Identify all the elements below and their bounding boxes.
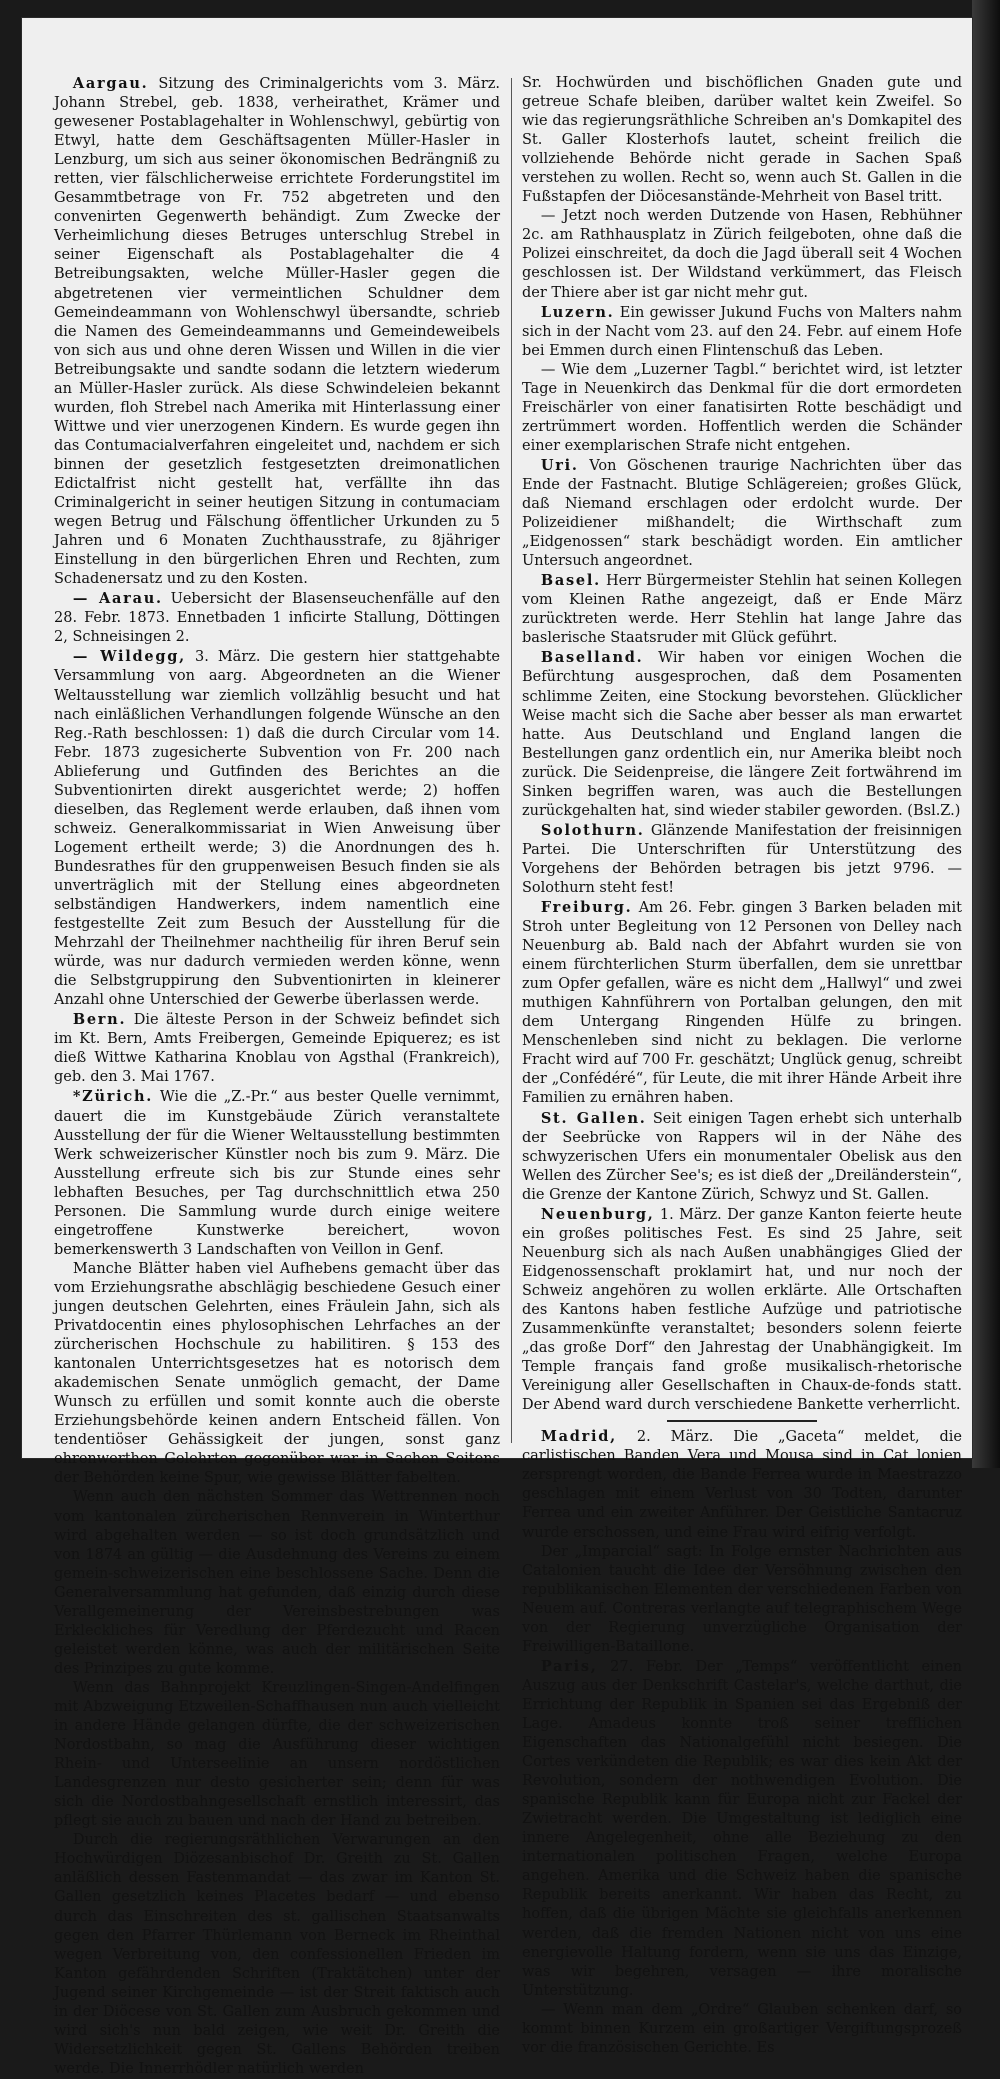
dateline: *Zürich.	[72, 1088, 154, 1106]
article-paragraph	[522, 1657, 962, 2001]
column-rule	[511, 78, 512, 1443]
dateline: — Aarau.	[72, 590, 163, 608]
article-text: 1. März. Der ganze Kanton feierte heute ein großes politisches Fest. Es sind 25 Jahre, seit Neuenburg sich als nach Außen unabhängiges Glied der Eidgenossenschaft proklamirt hat, und nur noch der Schweiz angehören zu wollen erklärte. Alle Ortschaften des Kantons haben festliche Aufzüge und patriotische Zusammenkünfte veranstaltet; besonders solenn feierte „das große Dorf“ den Jahrestag der Unabhängigkeit. Im Temple français fand große musikalisch-rhetorische Vereinigung aller Gesellschaften in Chaux-de-fonds statt. Der Abend ward durch verschiedene Bankette verherrlicht.	[522, 1206, 963, 1414]
right-column	[522, 74, 963, 2056]
article-text: Von Göschenen traurige Nachrichten über das Ende der Fastnacht. Blutige Schlägereien; großes Glück, daß Niemand erschlagen oder erdolcht wurde. Der Polizeidiener mißhandelt; die Wirthschaft zum „Eidgenossen“ stark beschädigt worden. Ein amtlicher Untersuch angeordnet.	[522, 457, 962, 570]
article-paragraph	[522, 207, 962, 302]
article-paragraph	[54, 1260, 500, 1489]
article-text: 2. März. Die „Gaceta“ meldet, die carlistischen Banden Vera und Mousa sind in Cat lonien zersprengt worden, die Bande Ferrea wurde in Maestrazzo geschlagen mit einem Verlust von 30 Todten, darunter Ferrea und ein zweiter Anführer. Der Geistliche Santacruz wurde erschossen, und eine Frau wird eifrig verfolgt.	[522, 1429, 962, 1541]
dateline: Baselland.	[540, 649, 644, 667]
article-text: Seit einigen Tagen erhebt sich unterhalb der Seebrücke von Rappers wil in der Nähe des schwyzerischen Ufers ein monumentaler Obelisk aus den Wellen des Zürcher See's; es ist dieß der „Dreiländerstein“, die Grenze der Kantone Zürich, Schwyz und St. Gallen.	[522, 1110, 962, 1203]
article-text: — Jetzt noch werden Dutzende von Hasen, Rebhühner 2c. am Rathhausplatz in Zürich feilgeboten, ohne daß die Polizei einschreitet, da doch die Jagd überall seit 4 Wochen geschlossen ist. Der Wildstand verkümmert, das Fleisch der Thiere aber ist gar nicht mehr gut.	[522, 208, 962, 301]
article-paragraph	[522, 571, 962, 648]
article-paragraph	[522, 821, 962, 898]
article-paragraph	[54, 647, 500, 1010]
article-text: Ein gewisser Jukund Fuchs von Malters nahm sich in der Nacht vom 23. auf den 24. Febr. auf einem Hofe bei Emmen durch einen Flintenschuß das Leben.	[522, 304, 963, 359]
article-text: Der „Imparcial“ sagt: In Folge ernster Nachrichten aus Catalonien taucht die Idee der Versöhnung zwischen den republikanischen Elementen der verschiedenen Farben von Neuem auf. Contreras verlangte auf telegraphischem Wege von der Regierung unverzügliche Organisation der Freiwilligen-Bataillone.	[522, 1543, 962, 1655]
dateline: St. Gallen.	[540, 1109, 647, 1127]
article-text: 27. Febr. Der „Temps“ veröffentlicht einen Auszug aus der Denkschrift Castelar's, welche darthut, die Errichtung der Republik in Spanien sei das Ergebniß der Lage. Amadeus konnte troß seiner trefflichen Eigenschaften das Nationalgefühl nicht besiegen. Die Cortes verkündeten die Republik; es war dies kein Akt der Revolution, sondern der nothwendigen Evolution. Die spanische Republik kann für Europa nicht zur Fackel der Zwietracht werden. Die Umgestaltung ist lediglich eine innere Angelegenheit, ohne alle Beziehung zu den internationalen politischen Fragen, welche Europa angehen. Amerika und die Schweiz haben die spanische Republik bereits anerkannt. Wir haben das Recht, zu hoffen, daß die übrigen Mächte sie gleichfalls anerkennen werden, daß die fremden Nationen nicht von uns eine energievolle Haltung fordern, wenn sie uns das Einzige, was wir begehren, versagen — ihre moralische Unterstützung.	[522, 1658, 962, 1999]
dateline: Paris,	[540, 1657, 598, 1675]
dateline: Uri.	[540, 456, 579, 474]
article-paragraph	[522, 1427, 962, 1542]
article-paragraph	[522, 303, 962, 361]
article-text: Wir haben vor einigen Wochen die Befürchtung ausgesprochen, daß dem Posamenten schlimme Zeiten, eine Stockung bevorstehen. Glücklicher Weise macht sich die Sache aber besser als man erwartet hatte. Aus Deutschland und England langen die Bestellungen ganz ordentlich ein, nur Amerika bleibt noch zurück. Die Seidenpreise, die längere Zeit fortwährend im Sinken begriffen waren, was auch die Bestellungen zurückgehalten hat, sind wieder stabiler geworden. (Bsl.Z.)	[522, 650, 962, 819]
article-paragraph	[54, 1679, 500, 1831]
article-paragraph	[522, 898, 962, 1109]
article-text: Sitzung des Criminalgerichts vom 3. März. Johann Strebel, geb. 1838, verheirathet, Krämer und gewesener Postablagehalter in Wohlenschwyl, gebürtig von Etwyl, hatte dem Geschäftsagenten Müller-Hasler in Lenzburg, um sich aus seiner ökonomischen Bedrängniß zu retten, vier fälschlicherweise errichtete Forderungstitel im Gesammtbetrage von Fr. 752 abgetreten und den convenirten Gegenwerth behändigt. Zum Zwecke der Verheimlichung dieses Betruges unterschlug Strebel in seiner Eigenschaft als Postablagehalter die 4 Betreibungsakten, welche Müller-Hasler gegen die abgetretenen vier vermeintlichen Schuldner dem Gemeindeammann von Wohlenschwyl übersandte, schrieb die Namen des Gemeindeammanns und Gemeindeweibels von sich aus und ohne deren Wissen und Willen in die vier Betreibungsakte und sandte sodann die letztern wiederum an Müller-Hasler zurück. Als diese Schwindeleien bekannt wurden, floh Strebel nach Amerika mit Hinterlassung einer Wittwe und vier unerzogenen Kindern. Es wurde gegen ihn das Contumacialverfahren eingeleitet und, nachdem er sich binnen der gesetzlich festgesetzten dreimonatlichen Edictalfrist nicht gestellt hat, verfällte ihn das Criminalgericht in seiner heutigen Sitzung in contumaciam wegen Betrug und Fälschung öffentlicher Urkunden zu 5 Jahren und 6 Monaten Zuchthausstrafe, zu 8jähriger Einstellung in den bürgerlichen Ehren und Rechten, zum Schadenersatz und zu den Kosten.	[54, 76, 500, 588]
article-paragraph	[522, 1109, 962, 1205]
article-text: Herr Bürgermeister Stehlin hat seinen Kollegen vom Kleinen Rathe angezeigt, daß er Ende März zurücktreten werde. Herr Stehlin hat lange Jahre das baslerische Staatsruder mit Glück geführt.	[522, 573, 963, 647]
article-text: Wie die „Z.-Pr.“ aus bester Quelle vernimmt, dauert die im Kunstgebäude Zürich veranstaltete Ausstellung der für die Wiener Weltausstellung bestimmten Werk schweizerischer Künstler noch bis zum 9. März. Die Ausstellung erfreute sich bis zur Stunde eines sehr lebhaften Besuches, per Tag durchschnittlich etwa 250 Personen. Die Sammlung wurde durch einige weitere eingetroffene Kunstwerke bereichert, wovon bemerkenswerth 3 Landschaften von Veillon in Genf.	[54, 1089, 501, 1258]
left-column	[54, 74, 501, 2077]
dateline: Aargau.	[72, 75, 149, 92]
article-paragraph	[522, 361, 962, 456]
article-paragraph	[54, 1831, 500, 2079]
section-separator	[667, 1420, 817, 1422]
dateline: Neuenburg,	[540, 1205, 655, 1223]
article-paragraph	[522, 74, 962, 207]
article-paragraph	[54, 589, 500, 647]
article-text: Wenn das Bahnprojekt Kreuzlingen-Singen-Andelfingen mit Abzweigung Etzweilen-Schaffhausen nun auch vielleicht in andere Hände gelangen dürfte, die der schweizerischen Nordostbahn, so mag die Ausführung dieser wichtigen Rhein- und Unterseelinie an unsern nordöstlichen Landesgrenzen nur desto gesicherter sein; denn für was sich die Nordostbahngesellschaft ernstlich interessirt, das pflegt sie auch zu bauen und nach der Hand zu betreiben.	[54, 1679, 500, 1830]
dateline: Basel.	[540, 572, 601, 590]
article-text: Glänzende Manifestation der freisinnigen Partei. Die Unterschriften für Unterstützung des Vorgehens der Behörden betragen bis jetzt 9796. — Solothurn steht fest!	[522, 822, 962, 896]
article-paragraph	[522, 1543, 962, 1657]
article-text: Sr. Hochwürden und bischöflichen Gnaden gute und getreue Schafe bleiben, darüber waltet kein Zweifel. So wie das regierungsräthliche Schreiben an's Domkapitel des St. Galler Klosterhofs lautet, scheint freilich die vollziehende Behörde nicht gerade in Sachen Spaß verstehen zu wollen. Recht so, wenn auch St. Gallen in die Fußstapfen der Diöcesanstände-Mehrheit von Basel tritt.	[522, 75, 962, 206]
article-text: — Wenn man dem „Ordre“ Glauben schenken darf, so kommt binnen Kurzem ein großartiger Vergiftungsprozeß vor die französischen Gerichte. Es	[522, 2001, 962, 2056]
article-paragraph	[522, 1205, 962, 1416]
dateline: Luzern.	[540, 303, 615, 321]
scan-right-edge	[972, 0, 1000, 1468]
article-text: Durch die regierungsräthlichen Verwarungen an den Hochwürdigen Diözesanbischof Dr. Greith zu St. Gallen anläßlich dessen Fastenmandat — das zwar im Kanton St. Gallen gesetzlich keines Placetes bedarf — und ebenso durch das Einschreiten des st. gallischen Staatsanwalts gegen den Pfarrer Thürlemann von Berneck im Rheinthal wegen Verbreitung von, den confessionellen Frieden im Kanton gefährdenden Schriften (Traktätchen) unter der Jugend seiner Kirchgemeinde — ist der Streit faktisch auch in der Diöcese von St. Gallen zum Ausbruch gekommen und wird sich's nun bald zeigen, wie weit Dr. Greith die Widersetzlichkeit gegen St. Gallens Behörden treiben werde. Die Innerrhödler natürlich werden	[54, 1832, 500, 2077]
article-text: Wenn auch den nächsten Sommer das Wettrennen noch vom kantonalen zürcherischen Rennverein in Winterthur wird abgehalten werden — so ist doch grundsätzlich und von 1874 an gültig — die Ausdehnung des Vereins zu einem gemein-schweizerischen eine beschlossene Sache. Denn die Generalversammlung hat gefunden, daß einzig durch diese Verallgemeinerung der Vereinsbestrebungen was Erkleckliches für Veredlung der Pferdezucht und Racen geleistet werden könne, was auch der militärischen Seite des Prinzipes zu gute komme.	[54, 1489, 500, 1677]
article-paragraph	[54, 1087, 500, 1259]
article-paragraph	[54, 1010, 500, 1087]
dateline: Bern.	[72, 1011, 127, 1029]
article-text: Die älteste Person in der Schweiz befindet sich im Kt. Bern, Amts Freibergen, Gemeinde Epiquerez; es ist dieß Wittwe Katharina Knoblau von Agsthal (Frankreich), geb. den 3. Mai 1767.	[54, 1012, 501, 1086]
article-paragraph	[54, 74, 500, 589]
article-paragraph	[54, 1488, 500, 1678]
article-text: Am 26. Febr. gingen 3 Barken beladen mit Stroh unter Begleitung von 12 Personen von Delley nach Neuenburg ab. Bald nach der Abfahrt wurden sie von einem fürchterlichen Sturm überfallen, dem sie unrettbar zum Opfer gefallen, wäre es nicht dem „Hallwyl“ und zwei muthigen Kahnführern von Portalban gelungen, den mit dem Untergang Ringenden Hülfe zu bringen. Menschenleben sind nicht zu beklagen. Die verlorne Fracht wird auf 700 Fr. geschätzt; Unglück genug, schreibt der „Confédéré“, für Leute, die mit ihrer Hände Arbeit ihre Familien zu ernähren haben.	[522, 900, 963, 1107]
dateline: Freiburg.	[540, 899, 633, 917]
dateline: Solothurn.	[540, 821, 645, 839]
article-text: Manche Blätter haben viel Aufhebens gemacht über das vom Erziehungsrathe abschlägig beschiedene Gesuch einer jungen deutschen Gelehrten, eines Fräulein Jahn, sich als Privatdocentin eines phylosophischen Lehrfaches an der zürcherischen Hochschule zu habilitiren. § 153 des kantonalen Unterrichtsgesetzes hat es notorisch dem akademischen Senate unmöglich gemacht, der Dame Wunsch zu erfüllen und somit konnte auch die oberste Erziehungsbehörde keinen andern Entscheid fällen. Von tendentiöser Gehässigkeit der jungen, sonst ganz ehrenwerthen Gelehrten gegenüber war in Sachen Seitens der Behörden keine Spur, wie gewisse Blätter fabelten.	[54, 1260, 500, 1487]
article-text: Uebersicht der Blasenseuchenfälle auf den 28. Febr. 1873. Ennetbaden 1 inficirte Stallung, Döttingen 2, Schneisingen 2.	[54, 591, 501, 646]
dateline: — Wildegg,	[72, 648, 186, 666]
article-text: — Wie dem „Luzerner Tagbl.“ berichtet wird, ist letzter Tage in Neuenkirch das Denkmal für die dort ermordeten Freischärler von einer fanatisirten Rotte beschädigt und zertrümmert worden. Hoffentlich werden die Schänder einer exemplarischen Strafe nicht entgehen.	[522, 361, 962, 454]
article-paragraph	[522, 648, 962, 820]
dateline: Madrid,	[540, 1428, 617, 1446]
article-paragraph	[522, 456, 962, 571]
article-text: 3. März. Die gestern hier stattgehabte Versammlung von aarg. Abgeordneten an die Wiener Weltausstellung war ziemlich vollzählig besucht und hat nach einläßlichen Verhandlungen folgende Wünsche an den Reg.-Rath beschlossen: 1) daß die durch Circular vom 14. Febr. 1873 zugesicherte Subvention von Fr. 200 nach Ablieferung und Gutfinden des Berichtes an die Subventionirten direkt ausgerichtet werde; 2) hoffen dieselben, das Reglement werde erlauben, daß ihnen vom schweiz. Generalkommissariat in Wien Anweisung über Logement ertheilt werde; 3) die Anordnungen des h. Bundesrathes für den gruppenweisen Besuch finden sie als unverträglich mit der Stellung eines abgeordneten selbständigen Handwerkers, indem namentlich eine festgestellte Zeit zum Besuch der Ausstellung für die Mehrzahl der Theilnehmer nachtheilig für ihren Beruf sein würde, was nur dadurch vermieden werden könne, wenn die Selbstgruppirung den Subventionirten in kleinerer Anzahl ohne Unterschied der Gewerbe überlassen werde.	[54, 649, 501, 1009]
newspaper-page	[22, 18, 972, 2077]
article-paragraph	[522, 2001, 962, 2058]
